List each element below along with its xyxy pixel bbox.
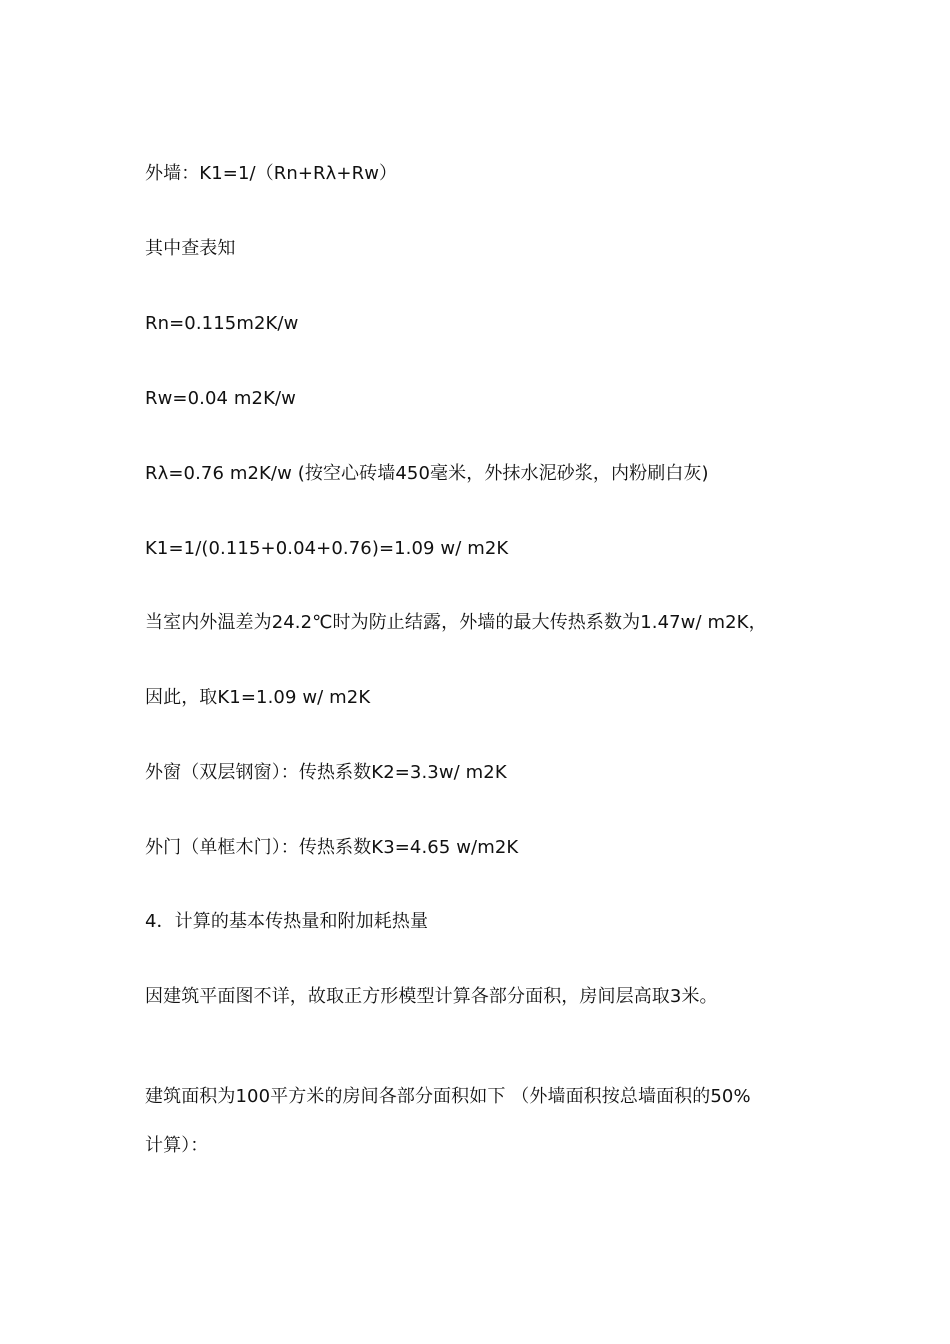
window-k2: 外窗（双层钢窗）：传热系数K2=3.3w/ m2K <box>145 762 507 783</box>
lookup-table-note: 其中查表知 <box>145 238 236 259</box>
area-breakdown-intro: 建筑面积为100平方米的房间各部分面积如下 （外墙面积按总墙面积的50% <box>145 1086 751 1107</box>
rn-value: Rn=0.115m2K/w <box>145 313 299 334</box>
area-model-note: 因建筑平面图不详，故取正方形模型计算各部分面积，房间层高取3米。 <box>145 986 718 1007</box>
exterior-wall-formula: 外墙：K1=1/（Rn+Rλ+Rw） <box>145 163 398 184</box>
k1-conclusion: 因此，取K1=1.09 w/ m2K <box>145 687 371 708</box>
condensation-note: 当室内外温差为24.2℃时为防止结露，外墙的最大传热系数为1.47w/ m2K， <box>145 612 767 633</box>
section-heading: 4．计算的基本传热量和附加耗热量 <box>145 911 429 932</box>
door-k3: 外门（单框木门）：传热系数K3=4.65 w/m2K <box>145 837 519 858</box>
area-breakdown-continued: 计算）： <box>145 1135 209 1156</box>
r-lambda-value: Rλ=0.76 m2K/w (按空心砖墙450毫米，外抹水泥砂浆，内粉刷白灰) <box>145 463 709 484</box>
k1-calculation: K1=1/(0.115+0.04+0.76)=1.09 w/ m2K <box>145 538 509 559</box>
rw-value: Rw=0.04 m2K/w <box>145 388 296 409</box>
